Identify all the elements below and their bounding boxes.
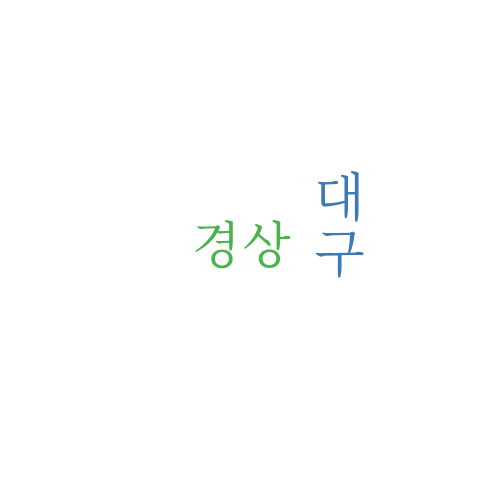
word-vertical: 대구: [304, 170, 364, 282]
word-horizontal: 경상: [192, 217, 293, 275]
